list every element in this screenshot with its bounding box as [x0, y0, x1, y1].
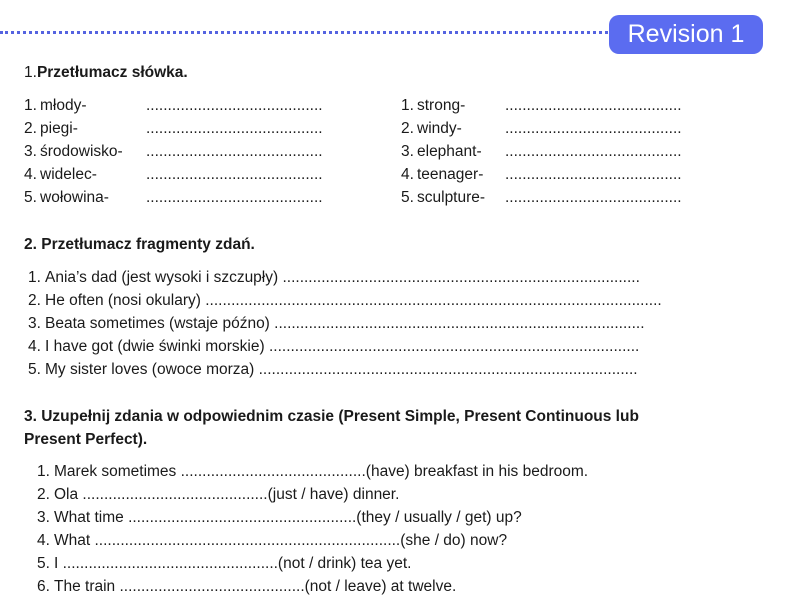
tense-number: 1. [37, 463, 50, 480]
dotted-divider [0, 31, 608, 34]
vocab-right-blank[interactable]: ......................................... [505, 143, 682, 160]
revision-badge: Revision 1 [609, 15, 763, 54]
fragment-number: 4. [28, 338, 41, 355]
vocab-right-number: 3. [401, 143, 414, 160]
tense-item[interactable]: Marek sometimes ...........................................(have) breakfast in his bedroom. [54, 463, 589, 480]
vocab-left-blank[interactable]: ......................................... [146, 166, 323, 183]
vocab-left-word: wołowina- [40, 189, 109, 206]
section1-heading [24, 64, 188, 82]
vocab-right-word: windy- [417, 120, 462, 137]
section3-heading-line2: Present Perfect). [24, 431, 148, 448]
vocab-right-word: teenager- [417, 166, 484, 183]
tense-number: 6. [37, 578, 50, 595]
vocab-right-blank[interactable]: ......................................... [505, 166, 682, 183]
tense-number: 2. [37, 486, 50, 503]
vocab-left-number: 3. [24, 143, 37, 160]
fragment-item[interactable]: I have got (dwie świnki morskie) ...................................................................................... [45, 338, 640, 355]
vocab-left-blank[interactable]: ......................................... [146, 120, 323, 137]
fragment-number: 1. [28, 269, 41, 286]
vocab-right-word: elephant- [417, 143, 482, 160]
section3-heading-line1: 3. Uzupełnij zdania w odpowiednim czasie (Present Simple, Present Continuous lub [24, 408, 639, 425]
vocab-left-word: piegi- [40, 120, 78, 137]
vocab-right-blank[interactable]: ......................................... [505, 120, 682, 137]
section2-heading: 2. Przetłumacz fragmenty zdań. [24, 236, 255, 253]
vocab-left-word: młody- [40, 97, 87, 114]
tense-item[interactable]: Ola ...........................................(just / have) dinner. [54, 486, 400, 503]
fragment-item[interactable]: Ania’s dad (jest wysoki i szczupły) ................................................................................... [45, 269, 640, 286]
fragment-number: 3. [28, 315, 41, 332]
tense-number: 5. [37, 555, 50, 572]
vocab-left-number: 2. [24, 120, 37, 137]
tense-item[interactable]: I ..................................................(not / drink) tea yet. [54, 555, 412, 572]
fragment-item[interactable]: Beata sometimes (wstaje późno) ...................................................................................... [45, 315, 645, 332]
vocab-right-number: 1. [401, 97, 414, 114]
vocab-right-number: 5. [401, 189, 414, 206]
tense-item[interactable]: The train ...........................................(not / leave) at twelve. [54, 578, 457, 595]
vocab-left-number: 1. [24, 97, 37, 114]
vocab-right-word: sculpture- [417, 189, 486, 206]
fragment-item[interactable]: My sister loves (owoce morza) ........................................................................................ [45, 361, 638, 378]
vocab-left-number: 5. [24, 189, 37, 206]
tense-number: 4. [37, 532, 50, 549]
vocab-right-blank[interactable]: ......................................... [505, 97, 682, 114]
vocab-left-blank[interactable]: ......................................... [146, 143, 323, 160]
fragment-number: 2. [28, 292, 41, 309]
vocab-left-number: 4. [24, 166, 37, 183]
vocab-left-word: środowisko- [40, 143, 123, 160]
vocab-right-number: 2. [401, 120, 414, 137]
section1-heading-number: 1. [24, 64, 37, 81]
vocab-left-blank[interactable]: ......................................... [146, 97, 323, 114]
fragment-number: 5. [28, 361, 41, 378]
vocab-left-blank[interactable]: ......................................... [146, 189, 323, 206]
vocab-right-blank[interactable]: ......................................... [505, 189, 682, 206]
fragment-item[interactable]: He often (nosi okulary) .......................................................................................................... [45, 292, 662, 309]
vocab-left-word: widelec- [40, 166, 97, 183]
tense-item[interactable]: What .......................................................................(she / do) now? [54, 532, 508, 549]
vocab-right-number: 4. [401, 166, 414, 183]
vocab-right-word: strong- [417, 97, 466, 114]
tense-number: 3. [37, 509, 50, 526]
tense-item[interactable]: What time .....................................................(they / usually / get) up? [54, 509, 522, 526]
section1-heading-text: Przetłumacz słówka. [36, 64, 188, 81]
